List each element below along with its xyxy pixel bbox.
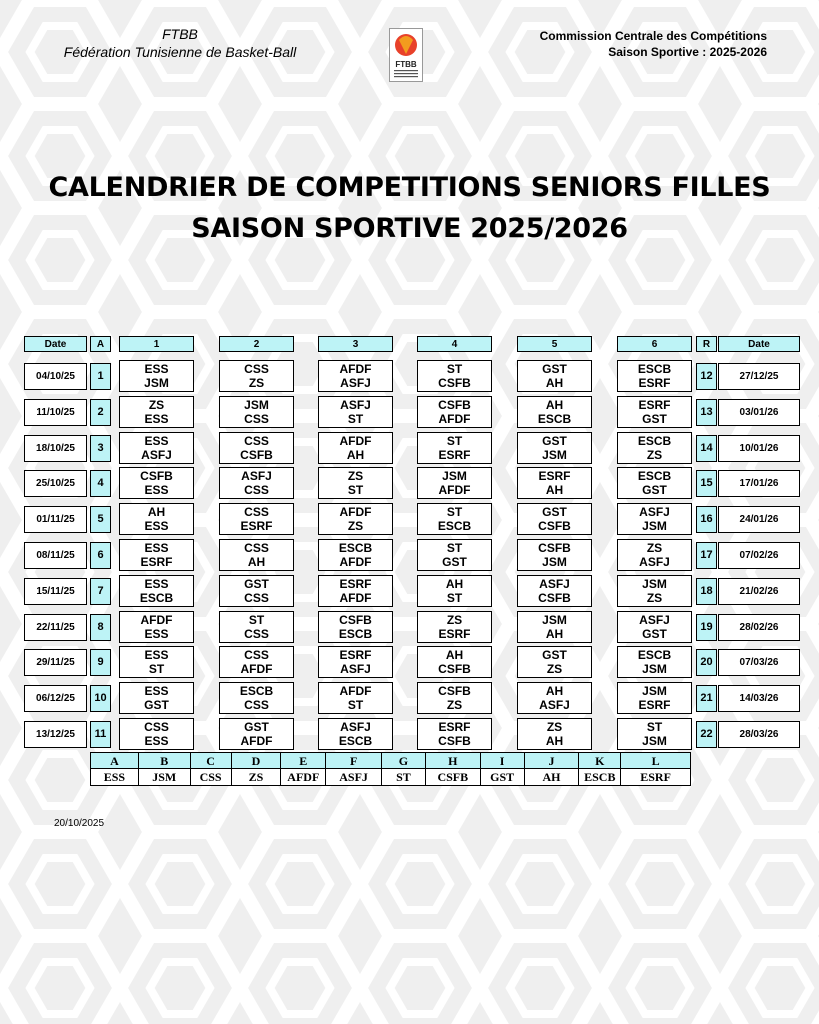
- match-cell: [417, 682, 492, 714]
- away-team: ESRF: [140, 555, 173, 569]
- home-team: AH: [147, 505, 166, 520]
- match-cell: [617, 396, 692, 428]
- away-team: ESS: [144, 483, 169, 498]
- legend-letter: A: [91, 753, 139, 769]
- home-team: JSM: [442, 469, 467, 484]
- home-team: ASFJ: [639, 612, 670, 627]
- home-team: CSS: [144, 720, 169, 734]
- row-date-aller: 06/12/25: [24, 685, 87, 712]
- home-team: ASFJ: [639, 505, 670, 520]
- match-cell: [119, 432, 194, 464]
- away-team: ESRF: [438, 447, 471, 462]
- row-round-aller: 6: [90, 542, 111, 569]
- match-cell: [517, 682, 592, 714]
- match-cell: [517, 646, 592, 678]
- row-date-aller: 15/11/25: [24, 578, 87, 605]
- home-team: ASFJ: [241, 469, 272, 484]
- legend-team: GST: [481, 769, 525, 785]
- home-team: CSFB: [339, 612, 372, 627]
- row-round-retour: 22: [696, 721, 717, 748]
- home-team: ESS: [144, 576, 169, 591]
- match-cell: [517, 467, 592, 499]
- header-match-1: 1: [119, 336, 194, 352]
- legend-letter: F: [326, 753, 382, 769]
- match-cell: [219, 646, 294, 678]
- match-cell: [119, 503, 194, 535]
- row-date-retour: 17/01/26: [718, 470, 800, 497]
- legend-team: JSM: [139, 769, 191, 785]
- home-team: ESS: [144, 362, 169, 376]
- legend-letter: G: [382, 753, 426, 769]
- away-team: ESRF: [638, 698, 671, 713]
- home-team: ESCB: [637, 469, 672, 484]
- away-team: JSM: [642, 734, 667, 748]
- away-team: ESS: [144, 734, 169, 748]
- home-team: CSFB: [438, 684, 471, 699]
- home-team: CSS: [244, 433, 269, 448]
- match-cell: [318, 360, 393, 392]
- home-team: ST: [248, 612, 265, 627]
- match-cell: [517, 611, 592, 643]
- match-cell: [617, 646, 692, 678]
- match-cell: [318, 718, 393, 750]
- row-date-retour: 28/02/26: [718, 614, 800, 641]
- home-team: ESS: [144, 648, 169, 663]
- away-team: CSFB: [438, 734, 471, 748]
- away-team: CSS: [244, 483, 269, 498]
- home-team: AFDF: [339, 362, 372, 376]
- home-team: GST: [542, 648, 567, 663]
- away-team: ST: [347, 483, 364, 498]
- home-team: ZS: [646, 541, 663, 555]
- away-team: AH: [545, 734, 564, 748]
- home-team: GST: [542, 505, 567, 520]
- row-date-retour: 27/12/25: [718, 363, 800, 390]
- header-retour: R: [696, 336, 717, 352]
- away-team: ZS: [646, 447, 663, 462]
- home-team: ZS: [446, 612, 463, 627]
- home-team: JSM: [642, 576, 667, 591]
- match-cell: [219, 575, 294, 607]
- home-team: ESCB: [637, 648, 672, 663]
- away-team: ASFJ: [340, 376, 371, 390]
- away-team: GST: [642, 626, 667, 641]
- legend-letter: H: [426, 753, 481, 769]
- legend-team: ST: [382, 769, 426, 785]
- row-round-aller: 7: [90, 578, 111, 605]
- row-date-retour: 28/03/26: [718, 721, 800, 748]
- match-cell: [318, 646, 393, 678]
- match-cell: [617, 467, 692, 499]
- row-date-aller: 01/11/25: [24, 506, 87, 533]
- home-team: ST: [446, 505, 463, 520]
- home-team: ASFJ: [340, 720, 371, 734]
- away-team: JSM: [542, 555, 567, 569]
- legend-team: AH: [525, 769, 580, 785]
- home-team: JSM: [642, 684, 667, 699]
- match-cell: [617, 432, 692, 464]
- row-round-retour: 12: [696, 363, 717, 390]
- match-cell: [318, 575, 393, 607]
- match-cell: [119, 611, 194, 643]
- home-team: AFDF: [339, 505, 372, 520]
- org-full: Fédération Tunisienne de Basket-Ball: [63, 44, 297, 60]
- away-team: JSM: [642, 519, 667, 534]
- legend-team: CSFB: [426, 769, 481, 785]
- away-team: CSFB: [438, 662, 471, 677]
- match-cell: [517, 396, 592, 428]
- row-date-retour: 21/02/26: [718, 578, 800, 605]
- home-team: ASFJ: [539, 576, 570, 591]
- match-cell: [517, 718, 592, 750]
- match-cell: [417, 432, 492, 464]
- home-team: CSS: [244, 541, 269, 555]
- match-cell: [219, 611, 294, 643]
- home-team: AH: [445, 576, 464, 591]
- home-team: ESCB: [239, 684, 274, 699]
- away-team: AFDF: [240, 734, 273, 748]
- row-round-retour: 20: [696, 649, 717, 676]
- match-cell: [417, 575, 492, 607]
- org-short: FTBB: [162, 26, 198, 42]
- header-match-2: 2: [219, 336, 294, 352]
- match-cell: [219, 432, 294, 464]
- commission-label: Commission Centrale des Compétitions: [539, 29, 767, 43]
- home-team: ST: [446, 362, 463, 376]
- away-team: JSM: [642, 662, 667, 677]
- home-team: AFDF: [140, 612, 173, 627]
- match-cell: [219, 467, 294, 499]
- home-team: ZS: [347, 469, 364, 484]
- header-aller: A: [90, 336, 111, 352]
- match-cell: [318, 503, 393, 535]
- match-cell: [318, 396, 393, 428]
- row-round-aller: 4: [90, 470, 111, 497]
- home-team: ESCB: [338, 541, 373, 555]
- row-date-aller: 18/10/25: [24, 435, 87, 462]
- header-date: Date: [24, 336, 87, 352]
- match-cell: [417, 360, 492, 392]
- away-team: ESRF: [438, 626, 471, 641]
- away-team: AH: [346, 447, 365, 462]
- away-team: GST: [144, 698, 169, 713]
- away-team: ESCB: [338, 734, 373, 748]
- away-team: ESRF: [240, 519, 273, 534]
- away-team: ESCB: [537, 411, 572, 426]
- away-team: AFDF: [240, 662, 273, 677]
- match-cell: [617, 539, 692, 571]
- match-cell: [219, 396, 294, 428]
- row-round-aller: 9: [90, 649, 111, 676]
- away-team: JSM: [144, 376, 169, 390]
- row-round-retour: 19: [696, 614, 717, 641]
- row-date-retour: 07/02/26: [718, 542, 800, 569]
- match-cell: [617, 682, 692, 714]
- footer-date: 20/10/2025: [54, 818, 105, 829]
- match-cell: [119, 396, 194, 428]
- title-line2: SAISON SPORTIVE 2025/2026: [191, 213, 628, 244]
- away-team: CSFB: [538, 519, 571, 534]
- away-team: ESCB: [139, 590, 174, 605]
- home-team: ESRF: [438, 720, 471, 734]
- away-team: ESS: [144, 519, 169, 534]
- away-team: AH: [545, 483, 564, 498]
- home-team: ST: [446, 433, 463, 448]
- legend-letter: D: [232, 753, 282, 769]
- home-team: CSS: [244, 648, 269, 663]
- home-team: CSS: [244, 505, 269, 520]
- row-round-aller: 5: [90, 506, 111, 533]
- home-team: ESS: [144, 684, 169, 699]
- match-cell: [617, 718, 692, 750]
- row-round-aller: 1: [90, 363, 111, 390]
- match-cell: [617, 575, 692, 607]
- home-team: ESS: [144, 433, 169, 448]
- row-round-aller: 10: [90, 685, 111, 712]
- legend-team: ESCB: [579, 769, 621, 785]
- match-cell: [119, 718, 194, 750]
- away-team: JSM: [542, 447, 567, 462]
- away-team: CSS: [244, 411, 269, 426]
- match-cell: [417, 503, 492, 535]
- row-date-retour: 07/03/26: [718, 649, 800, 676]
- home-team: CSFB: [438, 397, 471, 412]
- away-team: ESCB: [338, 626, 373, 641]
- match-cell: [219, 360, 294, 392]
- match-cell: [517, 503, 592, 535]
- home-team: JSM: [244, 397, 269, 412]
- svg-text:FTBB: FTBB: [395, 60, 417, 69]
- match-cell: [617, 611, 692, 643]
- row-round-aller: 11: [90, 721, 111, 748]
- header-date-retour: Date: [718, 336, 800, 352]
- legend-letter: J: [525, 753, 580, 769]
- match-cell: [517, 575, 592, 607]
- row-round-aller: 8: [90, 614, 111, 641]
- away-team: ASFJ: [141, 447, 172, 462]
- home-team: ESCB: [637, 362, 672, 376]
- home-team: JSM: [542, 612, 567, 627]
- away-team: ST: [347, 411, 364, 426]
- legend-letter: L: [621, 753, 690, 769]
- away-team: ESS: [144, 411, 169, 426]
- away-team: ST: [347, 698, 364, 713]
- row-date-aller: 11/10/25: [24, 399, 87, 426]
- row-round-retour: 13: [696, 399, 717, 426]
- row-date-aller: 25/10/25: [24, 470, 87, 497]
- legend-letter: E: [281, 753, 326, 769]
- row-date-aller: 22/11/25: [24, 614, 87, 641]
- away-team: ASFJ: [340, 662, 371, 677]
- legend-team: ESS: [91, 769, 139, 785]
- match-cell: [318, 682, 393, 714]
- legend-letter: B: [139, 753, 191, 769]
- match-cell: [318, 611, 393, 643]
- row-round-retour: 16: [696, 506, 717, 533]
- away-team: ESRF: [638, 376, 671, 390]
- row-round-retour: 18: [696, 578, 717, 605]
- away-team: CSS: [244, 698, 269, 713]
- home-team: ESRF: [638, 397, 671, 412]
- away-team: CSFB: [240, 447, 273, 462]
- away-team: AFDF: [438, 483, 471, 498]
- away-team: ST: [446, 590, 463, 605]
- away-team: GST: [442, 555, 467, 569]
- match-cell: [617, 503, 692, 535]
- away-team: ST: [148, 662, 165, 677]
- season-label: Saison Sportive : 2025-2026: [608, 45, 767, 59]
- row-date-retour: 10/01/26: [718, 435, 800, 462]
- row-date-retour: 24/01/26: [718, 506, 800, 533]
- away-team: ASFJ: [539, 698, 570, 713]
- home-team: GST: [542, 433, 567, 448]
- match-cell: [119, 646, 194, 678]
- home-team: AH: [545, 397, 564, 412]
- home-team: ESRF: [339, 576, 372, 591]
- header-match-6: 6: [617, 336, 692, 352]
- away-team: AFDF: [339, 590, 372, 605]
- away-team: CSFB: [438, 376, 471, 390]
- row-date-retour: 03/01/26: [718, 399, 800, 426]
- away-team: AH: [545, 626, 564, 641]
- match-cell: [417, 396, 492, 428]
- row-date-aller: 13/12/25: [24, 721, 87, 748]
- away-team: ZS: [646, 590, 663, 605]
- away-team: ASFJ: [639, 555, 670, 569]
- match-cell: [417, 539, 492, 571]
- away-team: CSFB: [538, 590, 571, 605]
- legend-team: CSS: [191, 769, 232, 785]
- away-team: GST: [642, 411, 667, 426]
- away-team: ZS: [248, 376, 265, 390]
- match-cell: [517, 432, 592, 464]
- match-cell: [417, 646, 492, 678]
- legend-letter: I: [481, 753, 525, 769]
- away-team: ZS: [546, 662, 563, 677]
- match-cell: [119, 682, 194, 714]
- match-cell: [517, 360, 592, 392]
- match-cell: [417, 611, 492, 643]
- home-team: ESRF: [538, 469, 571, 484]
- home-team: AH: [445, 648, 464, 663]
- row-round-retour: 17: [696, 542, 717, 569]
- home-team: ZS: [148, 397, 165, 412]
- match-cell: [219, 539, 294, 571]
- home-team: GST: [244, 576, 269, 591]
- away-team: ZS: [446, 698, 463, 713]
- home-team: ST: [646, 720, 663, 734]
- home-team: CSFB: [140, 469, 173, 484]
- home-team: ZS: [546, 720, 563, 734]
- row-round-retour: 15: [696, 470, 717, 497]
- away-team: AFDF: [339, 555, 372, 569]
- row-date-aller: 29/11/25: [24, 649, 87, 676]
- away-team: ESS: [144, 626, 169, 641]
- legend-team: ESRF: [621, 769, 690, 785]
- away-team: AFDF: [438, 411, 471, 426]
- match-cell: [517, 539, 592, 571]
- away-team: ESCB: [437, 519, 472, 534]
- home-team: ST: [446, 541, 463, 555]
- match-cell: [119, 467, 194, 499]
- home-team: CSS: [244, 362, 269, 376]
- match-cell: [617, 360, 692, 392]
- home-team: ESS: [144, 541, 169, 555]
- row-round-retour: 21: [696, 685, 717, 712]
- match-cell: [219, 682, 294, 714]
- header-match-5: 5: [517, 336, 592, 352]
- away-team: AH: [545, 376, 564, 390]
- home-team: ESRF: [339, 648, 372, 663]
- legend-letter: C: [191, 753, 232, 769]
- match-cell: [219, 718, 294, 750]
- match-cell: [417, 718, 492, 750]
- away-team: AH: [247, 555, 266, 569]
- home-team: GST: [542, 362, 567, 376]
- row-round-retour: 14: [696, 435, 717, 462]
- home-team: AFDF: [339, 433, 372, 448]
- match-cell: [219, 503, 294, 535]
- home-team: AH: [545, 684, 564, 699]
- row-round-aller: 3: [90, 435, 111, 462]
- match-cell: [119, 539, 194, 571]
- away-team: CSS: [244, 626, 269, 641]
- match-cell: [119, 575, 194, 607]
- row-round-aller: 2: [90, 399, 111, 426]
- away-team: ZS: [347, 519, 364, 534]
- header-match-3: 3: [318, 336, 393, 352]
- row-date-retour: 14/03/26: [718, 685, 800, 712]
- home-team: ASFJ: [340, 397, 371, 412]
- match-cell: [318, 539, 393, 571]
- home-team: GST: [244, 720, 269, 734]
- legend-letter: K: [579, 753, 621, 769]
- header-match-4: 4: [417, 336, 492, 352]
- match-cell: [318, 432, 393, 464]
- row-date-aller: 04/10/25: [24, 363, 87, 390]
- match-cell: [318, 467, 393, 499]
- home-team: CSFB: [538, 541, 571, 555]
- row-date-aller: 08/11/25: [24, 542, 87, 569]
- away-team: CSS: [244, 590, 269, 605]
- home-team: AFDF: [339, 684, 372, 699]
- home-team: ESCB: [637, 433, 672, 448]
- match-cell: [119, 360, 194, 392]
- legend-team: ZS: [232, 769, 282, 785]
- title-line1: CALENDRIER DE COMPETITIONS SENIORS FILLES: [48, 172, 771, 203]
- legend-team: ASFJ: [326, 769, 382, 785]
- match-cell: [417, 467, 492, 499]
- away-team: GST: [642, 483, 667, 498]
- legend-team: AFDF: [281, 769, 326, 785]
